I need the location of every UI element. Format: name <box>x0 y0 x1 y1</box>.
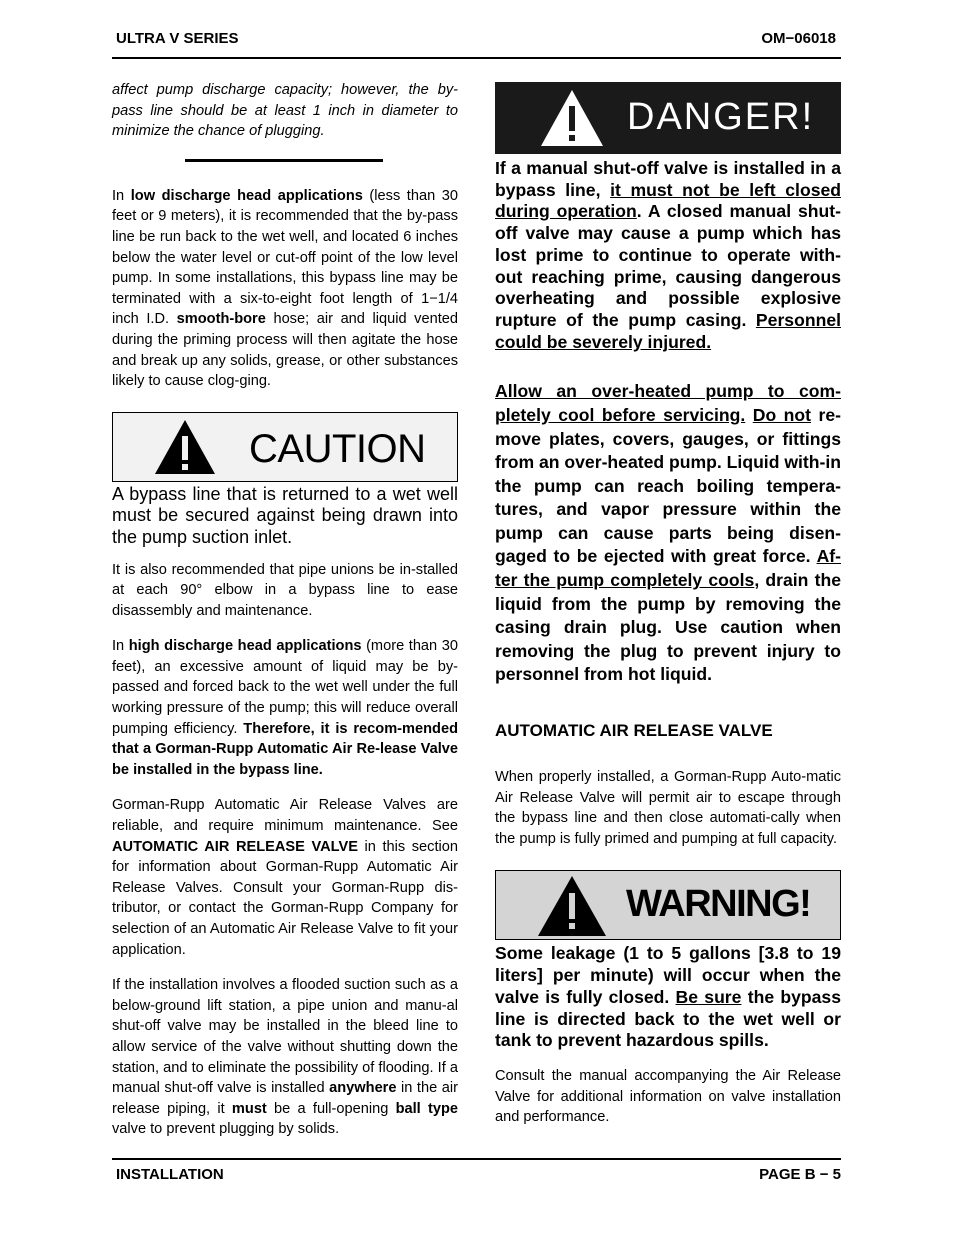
danger-triangle-icon <box>539 88 605 148</box>
low-head-paragraph: In low discharge head applications (less than 30 feet or 9 meters), it is recommended that the by-pass line be run back to the wet well, and located 6 inches below the water level or cut-off point of the low level pump. In some installations, this bypass line may be terminated with a six-to-eight foot length of 1−1/4 inch I.D. smooth-bore hose; air and liquid vented during the priming process will then agitate the hose and break up any solids, grease, or other substances likely to cause clog-ging. <box>112 187 458 390</box>
auto-valve-paragraph: When properly installed, a Gorman-Rupp Auto-matic Air Release Valve will permit air to escape through the bypass line and then close automati-cally when the pump is fully primed and pumping at full capacity. <box>495 769 841 847</box>
pipe-unions-paragraph: It is also recommended that pipe unions be in-stalled at each 90° elbow in a bypass line to ease disassembly and maintenance. <box>112 561 458 619</box>
air-release-valves-paragraph: Gorman-Rupp Automatic Air Release Valves are reliable, and require minimum maintenance. See AUTOMATIC AIR RELEASE VALVE in this section for information about Gorman-Rupp Automatic Air Release Valves. Consult your Gorman-Rupp dis-tributor, or contact the Gorman-Rupp Company for selection of an Automatic Air Release Valve to fit your application. <box>112 797 458 958</box>
section-name: INSTALLATION <box>116 1166 224 1183</box>
page-number: PAGE B − 5 <box>759 1166 841 1183</box>
right-column <box>495 82 841 1128</box>
warning-label: WARNING! <box>626 883 811 926</box>
flooded-suction-paragraph: If the installation involves a flooded suction such as a below-ground lift station, a pipe union and manu-al shut-off valve may be installed in the bleed line to allow service of the valve without shutting down the station, and to eliminate the possibility of flooding. If a manual shut-off valve is installed anywhere in the air release piping, it must be a full-opening ball type valve to prevent plugging by solids. <box>112 977 458 1138</box>
caution-triangle-icon <box>153 418 217 476</box>
high-head-paragraph: In high discharge head applications (more than 30 feet), an excessive amount of liquid may be by-passed and forced back to the wet well under the full working pressure of the pump; this will reduce overall pumping efficiency. Therefore, it is recom-mended that a Gorman-Rupp Automatic Air Re-lease Valve be installed in the bypass line. <box>112 638 458 778</box>
danger-message-1: If a manual shut-off valve is installed in a bypass line, it must not be left closed during operation. A closed manual shut-off valve may cause a pump which has lost prime to continue to operate with-out reaching prime, causing dangerous overheating and possible explosive rupture of the pump casing. Personnel could be severely injured. <box>495 158 842 352</box>
danger-message-2: Allow an over-heated pump to com-pletely cool before servicing. Do not re-move plates, covers, gauges, or fittings from an over-heated pump. Liquid with-in the pump can reach boiling tempera-tures, and vapor pressure within the pump can cause parts being disen-gaged to be ejected with great force. Af-ter the pump completely cools, drain the liquid from the pump by removing the casing drain plug. Use caution when removing the plug to prevent injury to personnel from hot liquid. <box>495 381 842 685</box>
left-column <box>112 80 458 1140</box>
section-heading: AUTOMATIC AIR RELEASE VALVE <box>495 721 773 741</box>
series-title: ULTRA V SERIES <box>116 30 239 47</box>
intro-paragraph: affect pump discharge capacity; however, the by-pass line should be at least 1 inch in diameter to minimize the chance of plugging. <box>112 82 458 140</box>
warning-message: Some leakage (1 to 5 gallons [3.8 to 19 liters] per minute) will occur when the valve is fully closed. Be sure the bypass line is directed back to the wet well or tank to prevent hazardous spills. <box>495 943 841 1051</box>
section-divider <box>185 159 383 162</box>
caution-label: CAUTION <box>249 426 426 471</box>
header-rule <box>112 57 841 59</box>
consult-paragraph: Consult the manual accompanying the Air Release Valve for additional information on valve installation and performance. <box>495 1067 841 1126</box>
footer-rule <box>112 1158 841 1160</box>
danger-banner <box>495 82 841 154</box>
caution-message: A bypass line that is returned to a wet well must be secured against being drawn into the pump suction inlet. <box>112 483 458 547</box>
caution-banner <box>112 412 458 482</box>
document-number: OM−06018 <box>761 30 836 47</box>
warning-banner <box>495 870 841 940</box>
danger-label: DANGER! <box>627 96 815 138</box>
warning-triangle-icon <box>536 874 608 938</box>
